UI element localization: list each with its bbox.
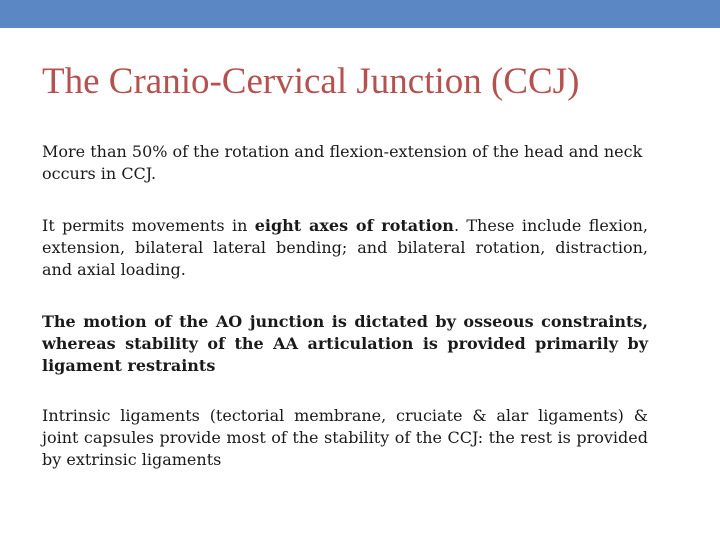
paragraph-rotation-percentage: More than 50% of the rotation and flexion-extension of the head and neck occurs in CCJ.	[42, 142, 643, 183]
paragraph-ao-aa-stability: The motion of the AO junction is dictated by osseous constraints, whereas stability of the AA articulation is provided primarily by ligament restraints	[42, 312, 648, 375]
slide-title: The Cranio-Cervical Junction (CCJ)	[42, 61, 580, 102]
paragraph-axes-tail-text: . These include flexion, extension, bilateral lateral bending; and bilateral rotation, distraction, and axial loading.	[42, 216, 649, 279]
header-accent-bar	[0, 0, 720, 28]
paragraph-ligaments: Intrinsic ligaments (tectorial membrane, cruciate & alar ligaments) & joint capsules provide most of the stability of the CCJ: the rest is provided by extrinsic ligaments	[42, 406, 648, 469]
paragraph-axes-emphasis: eight axes of rotation	[254, 216, 454, 235]
paragraph-axes-lead-text: It permits movements in	[42, 216, 255, 235]
paragraph-axes-of-rotation	[42, 215, 648, 281]
